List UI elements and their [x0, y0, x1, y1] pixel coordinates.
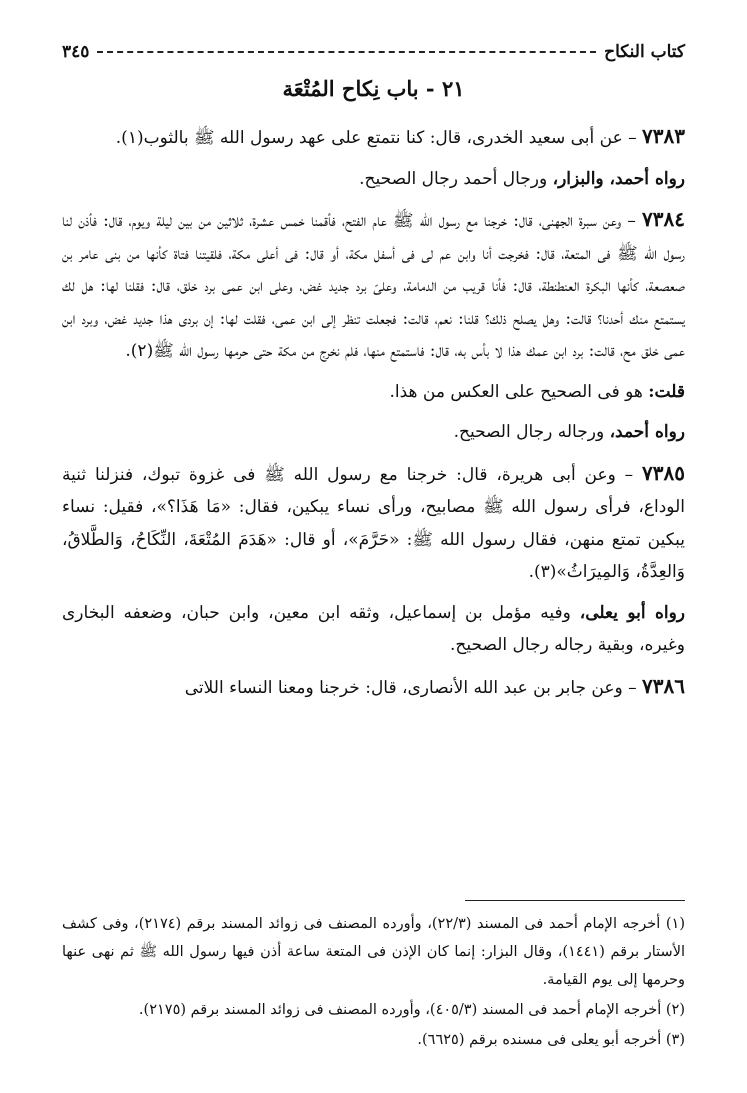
source-note: رواه أبو يعلى،: [579, 602, 685, 623]
hadith-text: – وعن أبى هريرة، قال: خرجنا مع رسول الله ﷺ فى غزوة تبوك، فنزلنا ثنية الوداع، فرأى رسول الله ﷺ مصابيح، ورأى نساء يبكين، فقال: «مَا هَذَا؟»، فقيل: نساء يبكين تمتع منهن، فقال رسول الله ﷺ: «حَرَّمَ»، أو قال: «هَدَمَ المُتْعَةَ، النِّكَاحُ، وَالطَّلاقُ، وَالعِدَّةُ، وَالمِيرَاثُ»(٣).: [62, 464, 685, 582]
hadith-text: – عن أبى سعيد الخدرى، قال: كنا نتمتع على عهد رسول الله ﷺ بالثوب(١).: [115, 128, 637, 148]
hadith-number: ٧٣٨٣: [642, 124, 685, 148]
paragraph: [62, 203, 685, 368]
hadith-text: – وعن سبرة الجهنى، قال: خرجنا مع رسول الله ﷺ عام الفتح، فأقمنا خمس عشرة، ثلاثين من بين ليلة ويوم، قال: فأذن لنا رسول الله ﷺ فى المتعة، قال: فخرجت أنا وابن عم لى فى أسفل مكة، أو قال: فى أعلى مكة، فلقيتنا فتاة كأنها من بنى عامر بن صعصعة، كأنها البكرة العنطنطة، قال: فأنا قريب من الدمامة، وعلىّ برد جديد غض، وعلى ابن عمى برد خلق، قال: فقلنا لها: هل لك يستمتع منك أحدنا؟ قالت: وهل يصلح ذلك؟ قلنا: نعم، قالت: فجعلت تنظر إلى ابن عمى، فقلت لها: إن بردى هذا جديد غض، وبرد ابن عمى خلق مح، قالت: برد ابن عمك هذا لا بأس به، قال: فاستمتع منها، فلم نخرج من مكة حتى حرمها رسول الله ﷺ(٢).: [62, 211, 685, 361]
paragraph-text: وفيه مؤمل بن إسماعيل، وثقه ابن معين، وابن حبان، وضعفه البخارى وغيره، وبقية رجاله رجال الصحيح.: [62, 602, 685, 655]
hadith-number: ٧٣٨٤: [642, 207, 685, 231]
paragraph: [62, 670, 685, 705]
hadith-text: – وعن جابر بن عبد الله الأنصارى، قال: خرجنا ومعنا النساء اللاتى: [184, 677, 637, 698]
paragraph: [62, 416, 685, 449]
paragraph: [62, 163, 685, 196]
main-text: [62, 120, 685, 712]
hadith-number: ٧٣٨٥: [642, 460, 686, 485]
header-dashed-rule: [97, 51, 596, 53]
chapter-title: ٢١ - باب نِكاح المُتْعَة: [282, 76, 465, 101]
source-note: رواه أحمد، والبزار،: [552, 168, 685, 189]
hadith-number: ٧٣٨٦: [642, 673, 685, 698]
footnote-separator: [465, 900, 685, 901]
paragraph: [62, 376, 685, 409]
footnote: (٢) أخرجه الإمام أحمد فى المسند (٤٠٥/٣)، وأورده المصنف فى زوائد المسند برقم (٢١٧٥).: [138, 1002, 685, 1018]
paragraph-text: ورجاله رجال الصحيح.: [453, 422, 610, 442]
page-number: ٣٤٥: [62, 42, 90, 62]
footnotes: [62, 910, 685, 1056]
footnote: (١) أخرجه الإمام أحمد فى المسند (٢٢/٣)، وأورده المصنف فى زوائد المسند برقم (٢١٧٤)، وفى كشف الأستار برقم (١٤٤١)، وقال البزار: إنما كان الإذن فى المتعة ساعة أذن فيها رسول الله ﷺ ثم نهى عنها وحرمها إلى يوم القيامة.: [62, 916, 685, 988]
paragraph: [62, 120, 685, 155]
chapter-name: كتاب النكاح: [604, 42, 685, 62]
source-note: قلت:: [648, 381, 685, 402]
paragraph: [62, 457, 685, 589]
paragraph: [62, 597, 685, 662]
running-header: [62, 38, 685, 66]
source-note: رواه أحمد،: [609, 422, 685, 442]
footnote: (٣) أخرجه أبو يعلى فى مسنده برقم (٦٦٢٥).: [417, 1032, 685, 1048]
paragraph-text: هو فى الصحيح على العكس من هذا.: [389, 381, 649, 402]
paragraph-text: ورجال أحمد رجال الصحيح.: [359, 168, 553, 189]
book-page: [62, 28, 685, 1068]
